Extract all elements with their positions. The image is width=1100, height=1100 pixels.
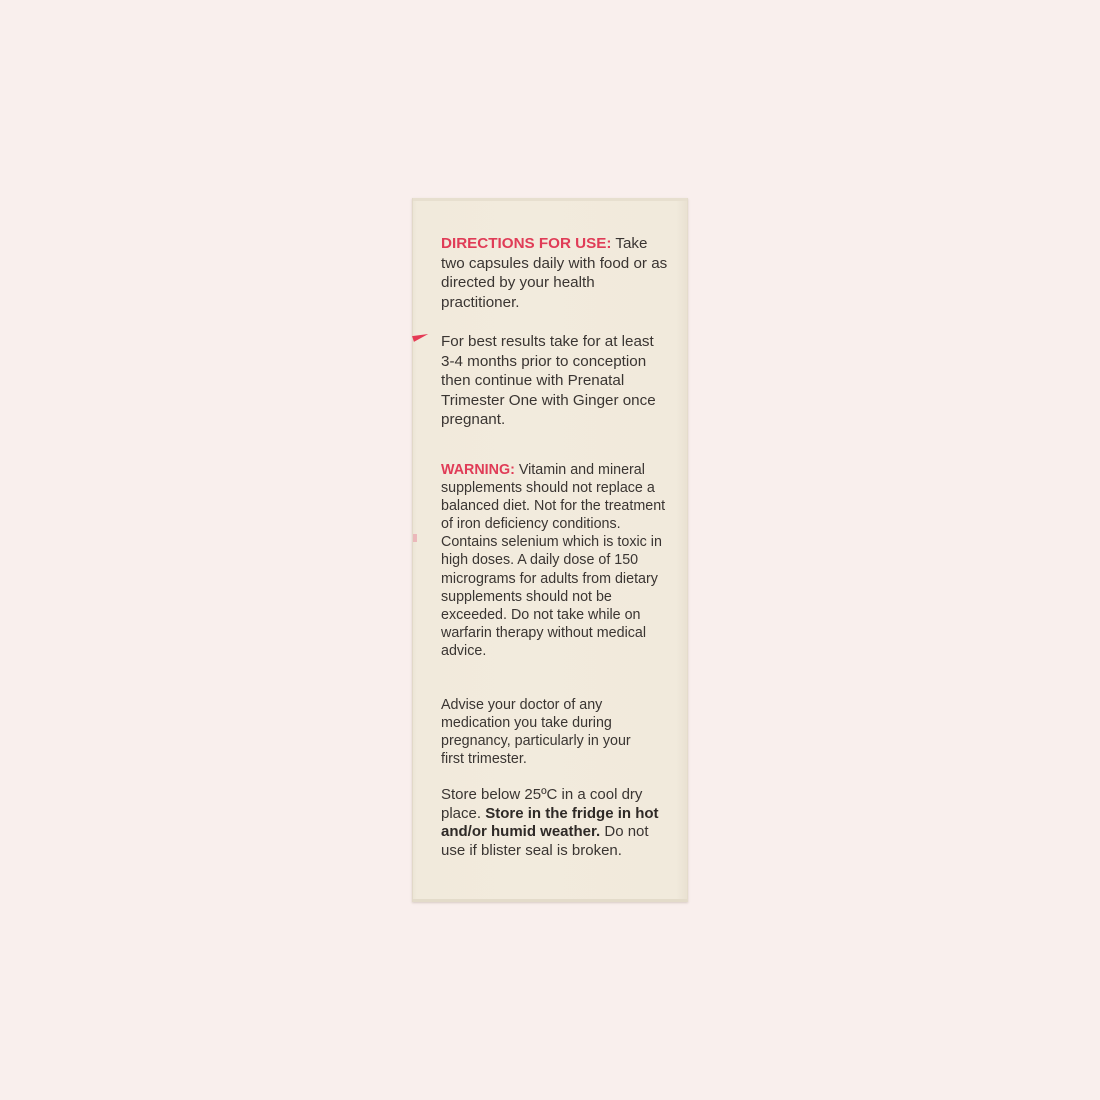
storage-text-end: Do not use if blister seal is broken. — [441, 823, 649, 860]
storage-text: Store below 25ºC in a cool dry place. — [441, 786, 643, 822]
warning-text: Vitamin and mineral supplements should not replace a balanced diet. Not for the treatment of iron deficiency conditions. Contains selenium which is toxic in high doses. A daily dose of 150 micrograms for adults from dietary supplements should not be exceeded. Do not take while on warfarin therapy without medical advice. — [441, 462, 666, 659]
best-results-paragraph: For best results take for at least 3-4 months prior to conception then continue with Prenatal Trimester One with Ginger once pregnant. — [441, 333, 656, 428]
box-bottom-edge — [413, 899, 687, 902]
directions-paragraph — [441, 234, 675, 312]
pink-accent-mark — [413, 534, 417, 542]
product-box-side-panel — [412, 198, 688, 902]
storage-paragraph — [441, 786, 673, 861]
advise-paragraph: Advise your doctor of any medication you take during pregnancy, particularly in your first trimester. — [441, 697, 631, 768]
warning-paragraph — [441, 461, 673, 660]
warning-label: WARNING: — [441, 462, 515, 478]
red-accent-mark — [412, 331, 429, 342]
directions-text: Take two capsules daily with food or as directed by your health practitioner. — [441, 235, 668, 311]
storage-bold-text: Store in the fridge in hot and/or humid weather. — [441, 804, 659, 841]
directions-label: DIRECTIONS FOR USE: — [441, 235, 612, 252]
box-top-edge — [413, 198, 687, 201]
